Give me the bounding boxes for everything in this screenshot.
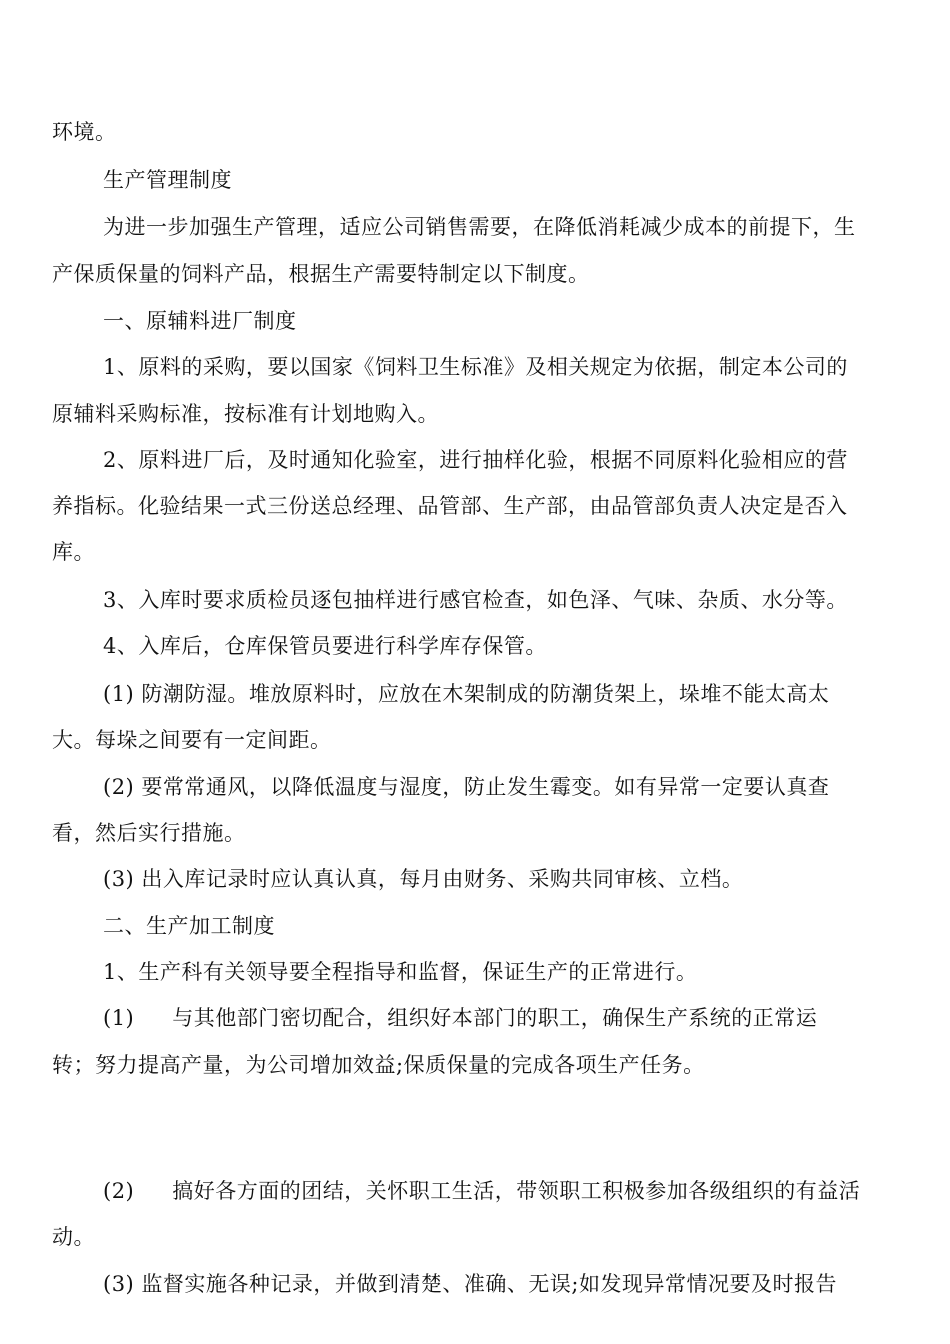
paragraph-line: 2、原料进厂后，及时通知化验室，进行抽样化验，根据不同原料化验相应的营 (103, 448, 848, 472)
list-item-number: (1) (103, 1006, 135, 1030)
paragraph-line: 看，然后实行措施。 (52, 821, 246, 845)
paragraph-line: (3) 监督实施各种记录，并做到清楚、准确、无误;如发现异常情况要及时报告 (103, 1272, 837, 1296)
paragraph-line: 环境。 (52, 120, 117, 144)
paragraph-line: 原辅料采购标准，按标准有计划地购入。 (52, 402, 439, 426)
paragraph-line: 4、入库后，仓库保管员要进行科学库存保管。 (103, 634, 547, 658)
paragraph-line: (2) 要常常通风，以降低温度与湿度，防止发生霉变。如有异常一定要认真查 (103, 775, 830, 799)
paragraph-line: 大。每垛之间要有一定间距。 (52, 728, 332, 752)
list-item-text: 搞好各方面的团结，关怀职工生活，带领职工积极参加各级组织的有益活 (172, 1179, 861, 1203)
paragraph-line: 转；努力提高产量，为公司增加效益;保质保量的完成各项生产任务。 (52, 1053, 705, 1077)
paragraph-line: 1、生产科有关领导要全程指导和监督，保证生产的正常进行。 (103, 960, 698, 984)
paragraph-line: 3、入库时要求质检员逐包抽样进行感官检查，如色泽、气味、杂质、水分等。 (103, 588, 848, 612)
list-item-1 (103, 1004, 817, 1032)
section-title: 生产管理制度 (103, 168, 232, 192)
paragraph-line: 动。 (52, 1225, 95, 1249)
paragraph-line: 为进一步加强生产管理，适应公司销售需要，在降低消耗减少成本的前提下，生 (103, 215, 856, 239)
section-heading: 二、生产加工制度 (103, 914, 275, 938)
section-heading: 一、原辅料进厂制度 (103, 309, 297, 333)
paragraph-line: 库。 (52, 540, 95, 564)
paragraph-line: 产保质保量的饲料产品，根据生产需要特制定以下制度。 (52, 262, 590, 286)
paragraph-line: (1) 防潮防湿。堆放原料时，应放在木架制成的防潮货架上，垛堆不能太高太 (103, 682, 830, 706)
list-item-text: 与其他部门密切配合，组织好本部门的职工，确保生产系统的正常运 (172, 1006, 818, 1030)
paragraph-line: 1、原料的采购，要以国家《饲料卫生标准》及相关规定为依据，制定本公司的 (103, 355, 848, 379)
list-item-2 (103, 1177, 860, 1205)
paragraph-line: 养指标。化验结果一式三份送总经理、品管部、生产部，由品管部负责人决定是否入 (52, 494, 848, 518)
list-item-number: (2) (103, 1179, 135, 1203)
paragraph-line: (3) 出入库记录时应认真认真，每月由财务、采购共同审核、立档。 (103, 867, 744, 891)
